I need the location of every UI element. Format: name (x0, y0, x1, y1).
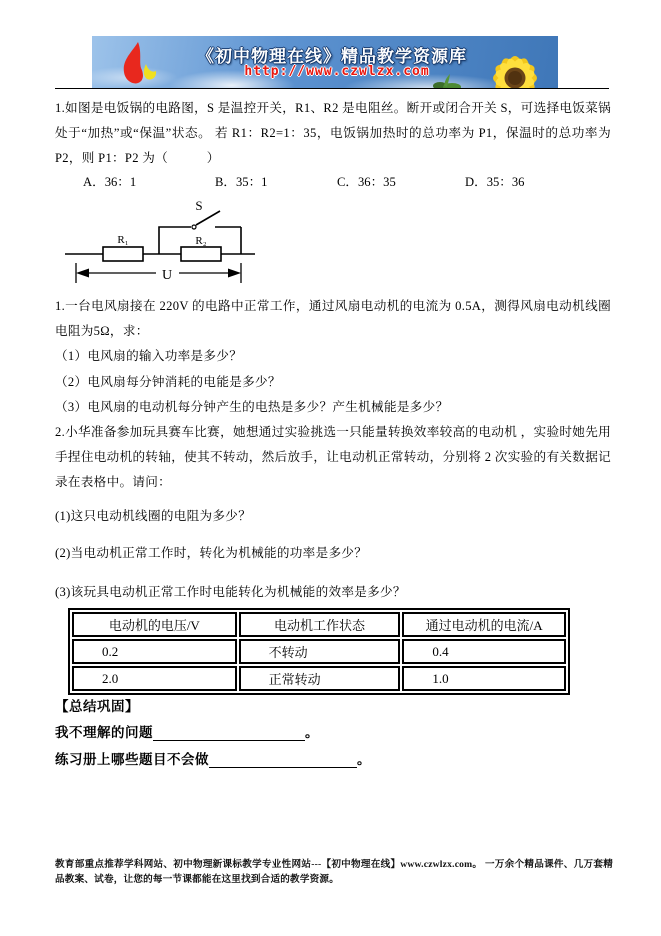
question-2-part-2: （2）电风扇每分钟消耗的电能是多少？ (55, 374, 281, 389)
question-1-options (55, 171, 611, 189)
summary-line-2-label: 练习册上哪些题目不会做 (55, 752, 209, 767)
fill-in-blank (153, 727, 305, 741)
site-logo-flame-icon (112, 42, 172, 88)
u-arrow-right (228, 269, 241, 278)
cell-current-2: 1.0 (402, 666, 566, 691)
option-d: D．35：36 (465, 175, 525, 189)
cell-current-1: 0.4 (402, 639, 566, 664)
summary-line-1-period: 。 (305, 725, 319, 740)
banner-plant-icon (432, 72, 466, 88)
question-2-part-3: （3）电风扇的电动机每分钟产生的电热是多少？产生机械能是多少？ (55, 399, 449, 414)
table-header-row (72, 612, 566, 637)
sunflower-icon (476, 48, 554, 88)
question-3-part-3: (3)该玩具电动机正常工作时电能转化为机械能的效率是多少？ (55, 585, 406, 599)
summary-heading: 【总结巩固】 (55, 699, 139, 714)
banner-title: 《初中物理在线》精品教学资源库 (197, 47, 467, 66)
circuit-diagram (63, 197, 263, 293)
option-a: A．36：1 (83, 175, 137, 189)
option-c: C．36：35 (337, 175, 396, 189)
footer-promo-text: 教育部重点推荐学科网站、初中物理新课标教学专业性网站---【初中物理在线】www.czwlzx.com。 一万余个精品课件、几万套精品教案、试卷，让您的每一节课都能在这里找到合适的教学资源。 (55, 859, 613, 885)
header-divider (55, 88, 609, 89)
header-current: 通过电动机的电流/A (402, 612, 566, 637)
question-3-text: 2.小华准备参加玩具赛车比赛，她想通过实验挑选一只能量转换效率较高的电动机 ，实验时她先用手捏住电动机的转轴，使其不转动，然后放手，让电动机正常转动，分别将 2 次实验的有关数据记录在表格中。请问： (55, 425, 611, 490)
question-1-text: 1.如图是电饭锅的电路图，S 是温控开关，R1、R2 是电阻丝。断开或闭合开关 S，可选择电饭菜锅处于“加热”或“保温”状态。 若 R1：R2=1：35，电饭锅加热时的总功率为 P1，保温时的总功率为 P2，则 P1：P2 为（ ） (55, 101, 611, 166)
fill-in-blank (209, 754, 357, 768)
u-arrow-left (76, 269, 89, 278)
cell-state-2: 正常转动 (239, 666, 401, 691)
experiment-data-table (68, 608, 570, 695)
table-row (72, 666, 566, 691)
banner-url: http://www.czwlzx.com (244, 64, 430, 79)
question-2-container (55, 294, 611, 420)
question-3-part-2: (2)当电动机正常工作时，转化为机械能的功率是多少？ (55, 546, 368, 560)
cell-voltage-2: 2.0 (72, 666, 237, 691)
site-banner (92, 36, 558, 88)
label-u: U (161, 268, 173, 283)
label-r1: R₁ (117, 234, 129, 246)
cell-voltage-1: 0.2 (72, 639, 237, 664)
summary-line-2-period: 。 (357, 752, 371, 767)
header-voltage: 电动机的电压/V (72, 612, 237, 637)
cell-state-1: 不转动 (239, 639, 401, 664)
question-3-part-1: (1)这只电动机线圈的电阻为多少？ (55, 509, 252, 523)
header-state: 电动机工作状态 (239, 612, 401, 637)
option-b: B．35：1 (215, 175, 268, 189)
summary-line-2 (55, 748, 371, 768)
summary-line-1-label: 我不理解的问题 (55, 725, 153, 740)
label-r2: R₂ (195, 235, 207, 247)
table-row (72, 639, 566, 664)
label-s: S (195, 198, 203, 213)
summary-line-1 (55, 721, 319, 741)
question-2-text: 1.一台电风扇接在 220V 的电路中正常工作，通过风扇电动机的电流为 0.5A，测得风扇电动机线圈电阻为5Ω，求： (55, 299, 611, 339)
question-2-part-1: （1）电风扇的输入功率是多少？ (55, 349, 243, 364)
